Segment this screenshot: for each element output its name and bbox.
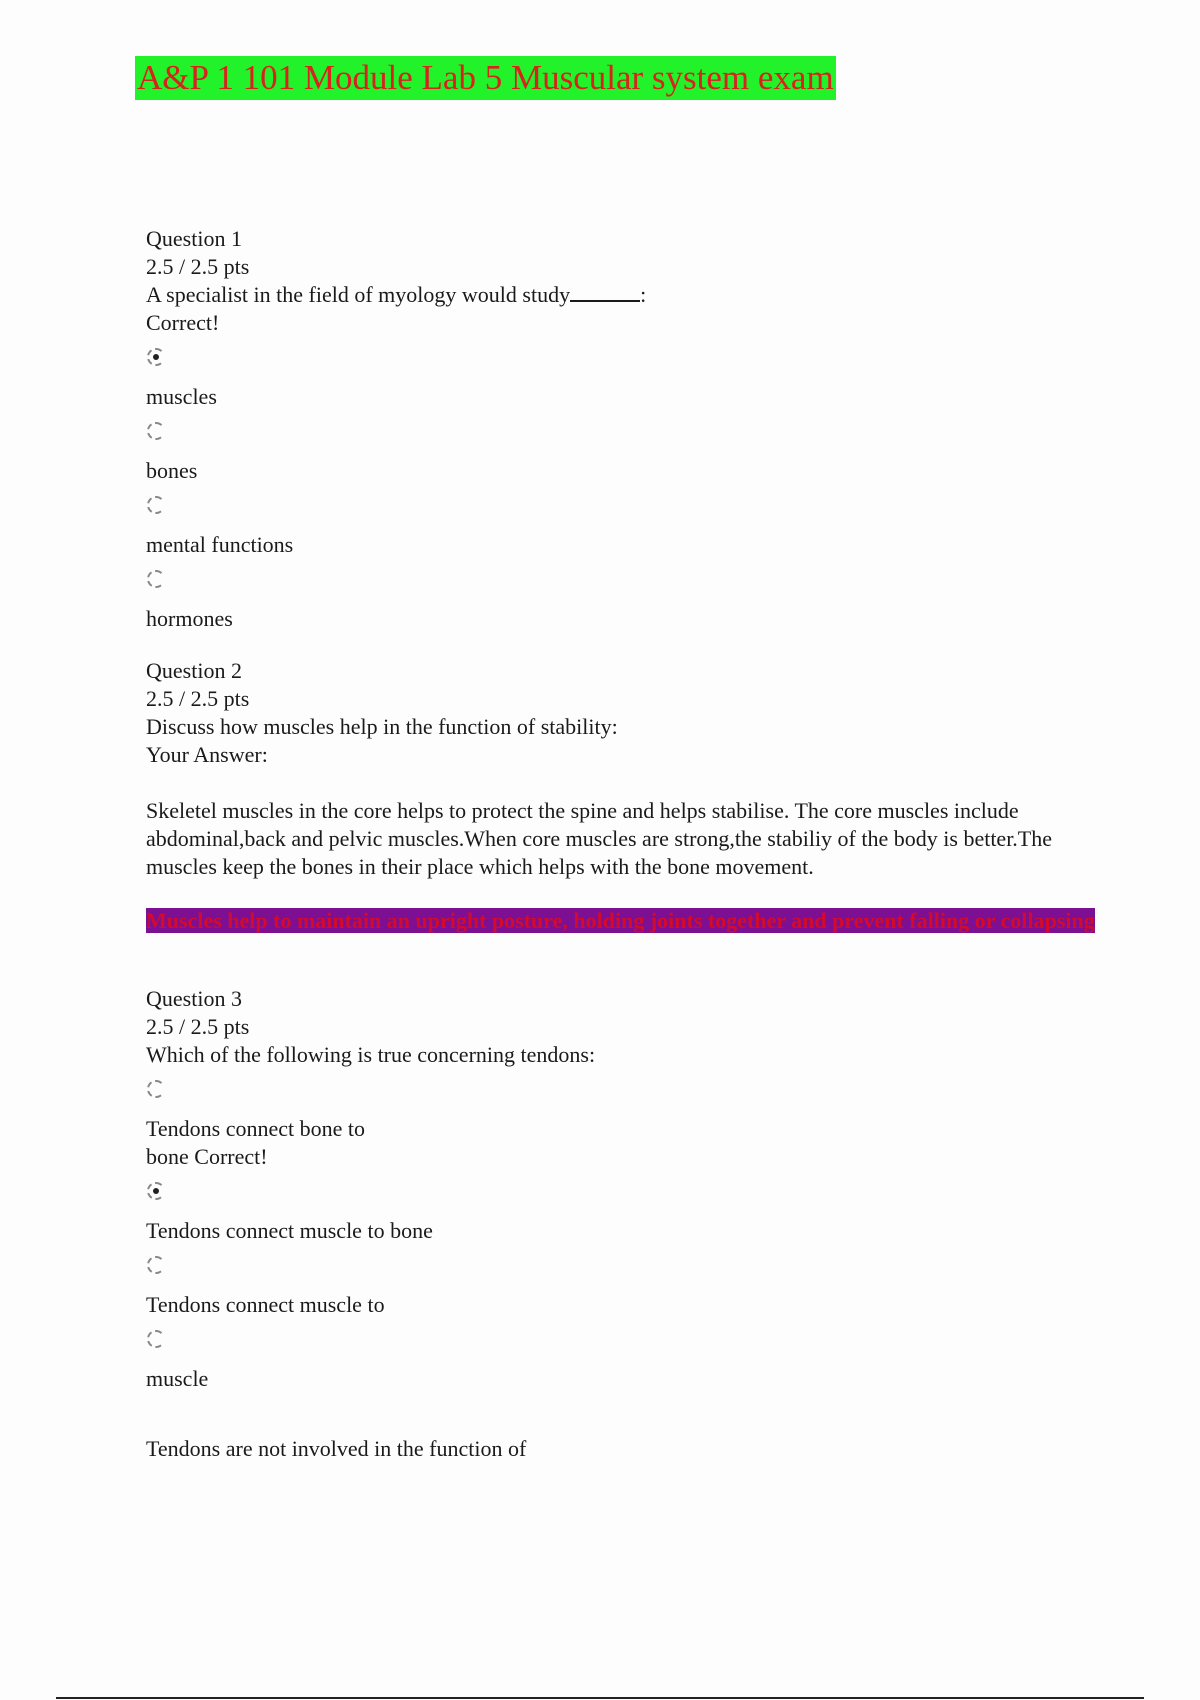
question-number: Question 3	[146, 986, 242, 1011]
radio-button-selected[interactable]	[147, 1182, 165, 1200]
option-label: Tendons connect muscle to	[146, 1292, 385, 1317]
radio-button[interactable]	[147, 570, 165, 588]
radio-button[interactable]	[147, 1080, 165, 1098]
question-points: 2.5 / 2.5 pts	[146, 1014, 250, 1039]
correct-feedback: Correct!	[146, 310, 220, 335]
radio-button[interactable]	[147, 1256, 165, 1274]
exam-content	[146, 225, 1096, 1487]
question-1	[146, 225, 1096, 633]
question-points: 2.5 / 2.5 pts	[146, 254, 250, 279]
student-answer: Skeletel muscles in the core helps to protect the spine and helps stabilise. The core muscles include abdominal,back and pelvic muscles.When core muscles are strong,the stabiliy of the body is better.The muscles keep the bones in their place which helps with the bone movement.	[146, 798, 1053, 879]
fill-in-blank	[570, 281, 640, 302]
option-label: bones	[146, 458, 198, 483]
option-label: Tendons connect bone to	[146, 1116, 366, 1141]
model-answer-text: Muscles help to maintain an upright posture, holding joints together and prevent falling or collapsing	[146, 908, 1095, 933]
radio-button-selected[interactable]	[147, 348, 165, 366]
your-answer-label: Your Answer:	[146, 742, 268, 767]
radio-button[interactable]	[147, 1330, 165, 1348]
page-title: A&P 1 101 Module Lab 5 Muscular system exam	[135, 56, 836, 100]
question-number: Question 1	[146, 226, 242, 251]
option-label-continued: muscle	[146, 1366, 209, 1391]
option-label: mental functions	[146, 532, 294, 557]
prompt-suffix: :	[640, 282, 647, 307]
option-label: Tendons connect muscle to bone	[146, 1218, 433, 1243]
question-2	[146, 657, 1096, 935]
radio-button[interactable]	[147, 422, 165, 440]
question-number: Question 2	[146, 658, 242, 683]
question-points: 2.5 / 2.5 pts	[146, 686, 250, 711]
option-label: hormones	[146, 606, 233, 631]
option-label: Tendons are not involved in the function of	[146, 1436, 527, 1461]
model-answer	[146, 907, 1096, 935]
question-prompt	[146, 281, 1096, 309]
prompt-text: A specialist in the field of myology would study	[146, 282, 571, 307]
question-3	[146, 985, 1096, 1463]
option-label-continued: bone Correct!	[146, 1144, 268, 1169]
question-prompt: Discuss how muscles help in the function of stability:	[146, 714, 618, 739]
question-prompt: Which of the following is true concerning tendons:	[146, 1042, 596, 1067]
footer-divider	[56, 1697, 1144, 1699]
option-label: muscles	[146, 384, 217, 409]
radio-button[interactable]	[147, 496, 165, 514]
